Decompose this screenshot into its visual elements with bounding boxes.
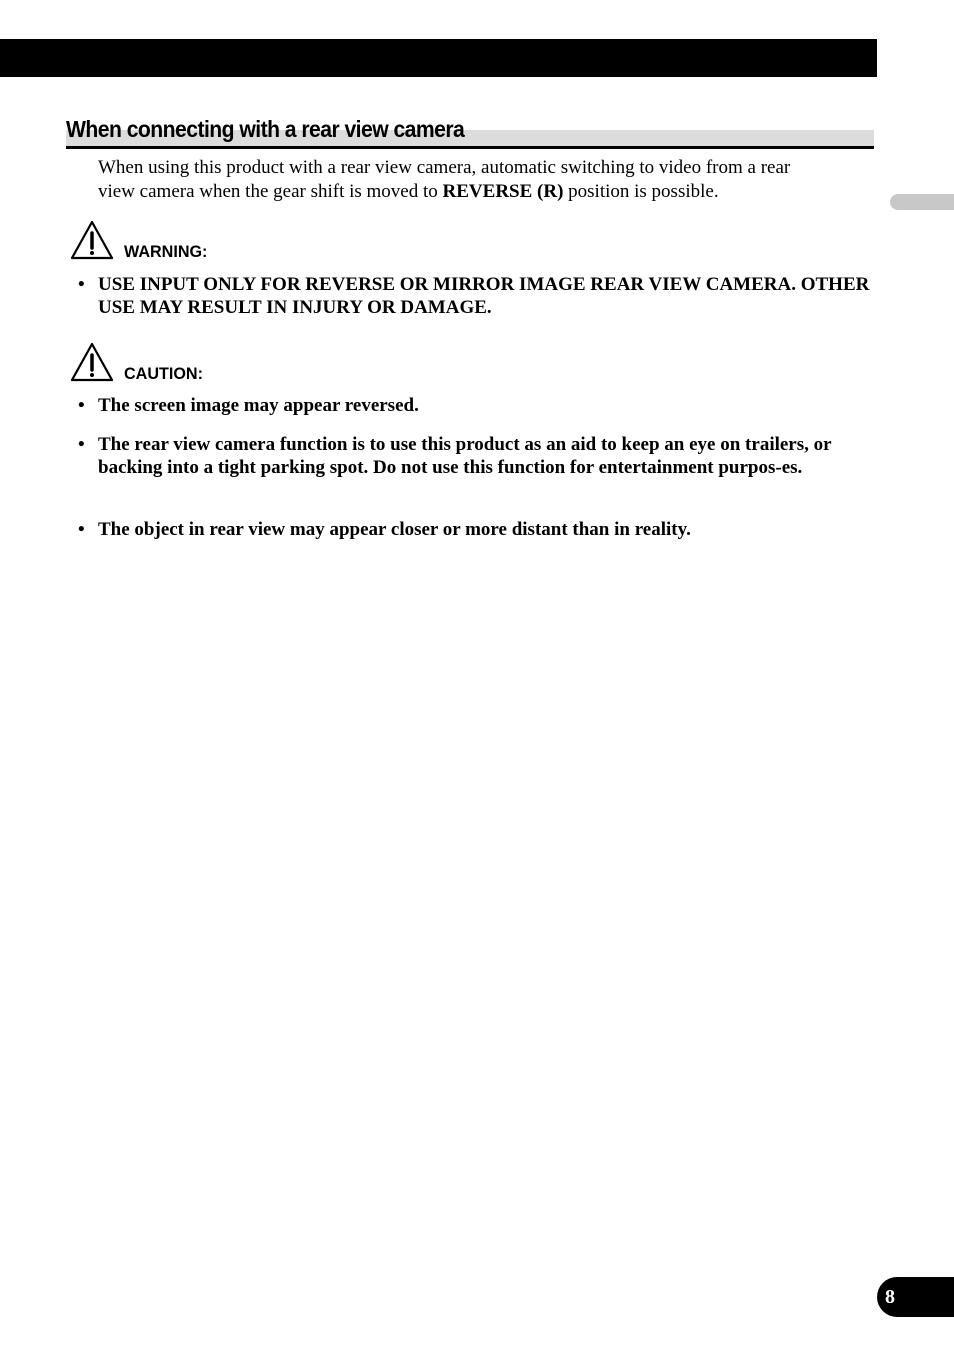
caution-heading bbox=[70, 342, 240, 384]
bullet: • bbox=[78, 434, 85, 455]
section-heading bbox=[66, 113, 874, 149]
bullet: • bbox=[78, 519, 85, 540]
warning-item bbox=[78, 273, 870, 319]
page-number: 8 bbox=[885, 1286, 895, 1308]
caution-icon bbox=[70, 342, 114, 382]
caution-item-text: The rear view camera function is to use this product as an aid to keep an eye on trailers, or backing into a tight parking spot. Do not use this function for entertainment purpos-es. bbox=[98, 434, 832, 478]
bullet: • bbox=[78, 395, 85, 416]
caution-label: CAUTION: bbox=[124, 364, 203, 383]
warning-icon bbox=[70, 220, 114, 260]
section-title: When connecting with a rear view camera bbox=[66, 116, 465, 142]
warning-item-text: USE INPUT ONLY FOR REVERSE OR MIRROR IMAGE REAR VIEW CAMERA. OTHER USE MAY RESULT IN INJURY OR DAMAGE. bbox=[98, 274, 870, 318]
side-section-tab bbox=[890, 194, 954, 210]
heading-rule bbox=[66, 146, 874, 149]
intro-text-end: position is possible. bbox=[563, 181, 719, 202]
caution-item bbox=[78, 394, 870, 417]
caution-item-text: The screen image may appear reversed. bbox=[98, 395, 419, 416]
intro-paragraph bbox=[98, 156, 828, 204]
warning-heading bbox=[70, 220, 240, 262]
caution-item bbox=[78, 518, 870, 541]
warning-label: WARNING: bbox=[124, 242, 208, 261]
page-number-tab bbox=[877, 1277, 954, 1317]
intro-bold-term: REVERSE (R) bbox=[442, 181, 564, 202]
header-bar bbox=[0, 39, 877, 77]
caution-item bbox=[78, 433, 870, 479]
intro-text: When using this product with a rear view camera, automatic switching to video from a rear view camera when the gear shift is moved to bbox=[98, 157, 791, 202]
bullet: • bbox=[78, 274, 85, 295]
caution-item-text: The object in rear view may appear closer or more distant than in reality. bbox=[98, 519, 691, 540]
